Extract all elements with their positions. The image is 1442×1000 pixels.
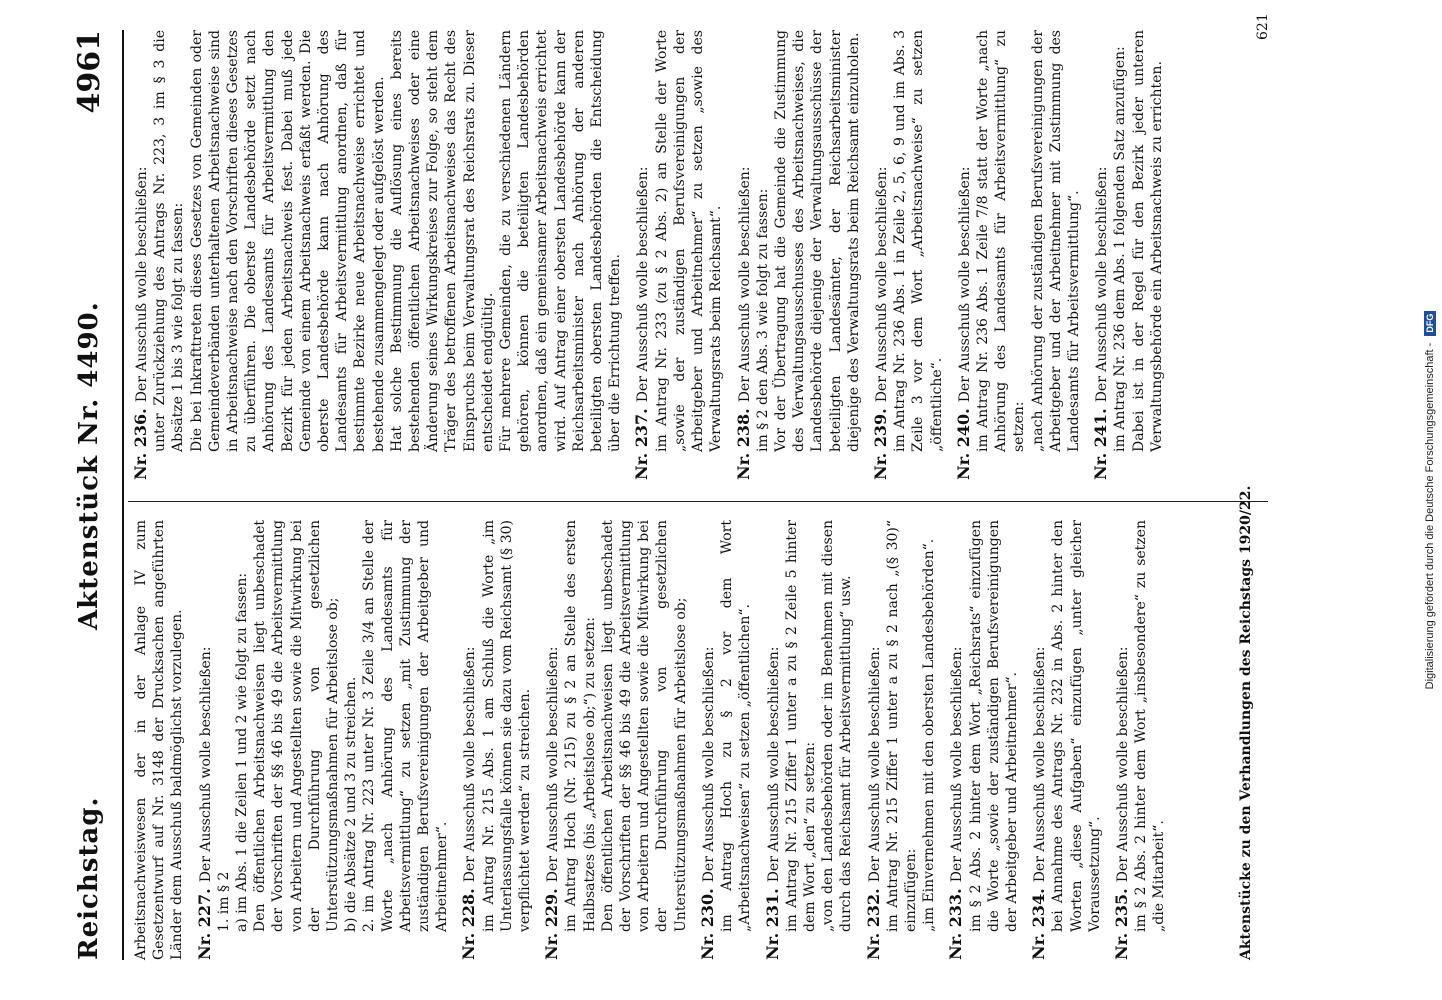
motion-text: Für mehrere Gemeinden, die zu verschiedenen Ländern gehören, können die beteiligten Landesbehörden anordnen, daß ein gemeinsamer Arbeitsnachweis errichtet wird. Auf Antrag einer obersten Landesbehörde kann der Reichsarbeitsminister nach Anhörung der anderen beteiligten obersten Landesbehörden die Entscheidung über die Errichtung treffen. [498,30,624,452]
motion-number: Nr. 241. [1091,408,1111,480]
motion-entry [764,520,856,960]
motion-heading [955,30,974,480]
digitization-text: Digitalisierung gefördert durch die Deutsche Forschungsgemeinschaft - [1424,342,1436,690]
header-page-number: 4961 [72,30,107,114]
motion-number: Nr. 239. [870,408,890,480]
header-title: Aktenstück Nr. 4490. [74,301,104,630]
motion-text: „im Einvernehmen mit den obersten Landesbehörden“. [921,538,938,932]
motion-text: im Antrag Nr. 233 (zu § 2 Abs. 2) an Stelle der Worte „sowie der zuständigen Berufsvereinigungen der Arbeitgeber und Arbeitnehmer“ zu setzen „sowie des Verwaltungsrats beim Reichsamt“. [653,30,725,452]
motion-lead: Der Ausschuß wolle beschließen: [1114,646,1131,883]
column-right [132,30,1175,480]
motion-entry [633,30,725,480]
motion-text: Den öffentlichen Arbeitsnachweisen liegt unbeschadet der Vorschriften der §§ 46 bis 49 die Arbeitsvermittlung von Arbeitern und Angestellten sowie die Mitwirkung bei der Durchführung von gesetzlichen Unterstützungsmaßnahmen für Arbeitslose ob; [252,520,342,932]
motion-lead: Der Ausschuß wolle beschließen: [949,646,966,883]
motion-entry [196,520,452,960]
motion-lead: Der Ausschuß wolle beschließen: [956,166,973,403]
column-left [132,520,1178,960]
motion-lead: Der Ausschuß wolle beschließen: [736,166,753,403]
motion-entry [955,30,1083,480]
motion-heading [633,30,652,480]
footer-note: Aktenstücke zu den Verhandlungen des Reichstags 1920/22. [1238,485,1254,960]
motion-lead: Der Ausschuß wolle beschließen: [635,166,652,403]
motion-text: im § 2 den Abs. 3 wie folgt zu fassen: [754,188,771,452]
motion-lead: Der Ausschuß wolle beschließen: [866,646,883,883]
page-header [66,30,124,960]
motion-lead: Der Ausschuß wolle beschließen: [197,646,214,883]
motion-text: im § 2 Abs. 2 hinter dem Wort „Reichsrats“ einzufügen die Worte „sowie der zuständigen Berufsvereinigungen der Arbeitgeber und Arbeitnehmer“. [967,520,1020,932]
motion-text: „von den Landesbehörden oder im Benehmen mit diesen durch das Reichsamt für Arbeitsvermittlung“ usw. [820,520,855,932]
column-divider [128,501,1268,502]
motion-entry [132,30,624,480]
motion-lead: Der Ausschuß wolle beschließen: [462,646,479,883]
motion-number: Nr. 233. [946,888,966,960]
motion-heading [543,520,562,960]
motion-heading [947,520,966,960]
motion-text: Den öffentlichen Arbeitsnachweisen liegt unbeschadet der Vorschriften der §§ 46 bis 49 die Arbeitsvermittlung von Arbeitern und Angestellten sowie die Mitwirkung bei der Durchführung von gesetzlichen Unterstützungsmaßnahmen für Arbeitslose ob; [599,520,689,932]
motion-lead: Der Ausschuß wolle beschließen: [765,646,782,883]
motion-text: a) im Abs. 1 die Zeilen 1 und 2 wie folgt zu fassen: [234,572,251,932]
motion-entry [132,520,187,960]
motion-text: unter Zurückziehung des Antrags Nr. 223, 3 im § 3 die Absätze 1 bis 3 wie folgt zu fassen: [152,30,187,452]
motion-lead: Der Ausschuß wolle beschließen: [134,166,150,403]
motion-heading [865,520,884,960]
motion-number: Nr. 228. [459,888,479,960]
motion-text: im Antrag Nr. 236 Abs. 1 in Zeile 2, 5, 6, 9 und im Abs. 3 Zeile 3 vor dem Wort „Arbeitsnachweise“ zu setzen „öffentliche“. [892,30,945,452]
motion-entry [735,30,863,480]
motion-text: im Antrag Hoch zu § 2 vor dem Wort „Arbeitsnachweisen“ zu setzen „öffentlichen“. [719,520,754,932]
motion-number: Nr. 235. [1111,888,1131,960]
motion-number: Nr. 230. [697,888,717,960]
motion-text: bei Annahme des Antrags Nr. 232 in Abs. 2 hinter den Worten „diese Aufgaben“ einzufügen „unter gleicher Voraussetzung“. [1050,520,1103,932]
motion-number: Nr. 237. [632,408,652,480]
motion-heading [132,30,151,480]
motion-heading [1092,30,1111,480]
motion-text: im Antrag Nr. 215 Ziffer 1 unter a zu § 2 nach „(§ 30)“ einzufügen: [884,520,919,932]
motion-lead: Der Ausschuß wolle beschließen: [700,646,717,883]
motion-heading [460,520,479,960]
motion-text: im Antrag Hoch (Nr. 215) zu § 2 an Stelle des ersten Halbsatzes (bis „Arbeitslose ob;“) zu setzen: [563,520,598,932]
motion-text: Vor der Übertragung hat die Gemeinde die Zustimmung des Verwaltungsausschusses des Arbeitsnachweises, die Landesbehörde diejenige der Verwaltungsausschüsse der beteiligten Landesämter, der Reichsarbeitsminister diejenige des Verwaltungsrats beim Reichsamt einzuholen. [772,30,862,452]
motion-heading [1030,520,1049,960]
motion-number: Nr. 234. [1029,888,1049,960]
motion-heading [1113,520,1132,960]
motion-text: 1. im § 2 [215,871,232,932]
motion-number: Nr. 238. [733,408,753,480]
header-left: Reichstag. [74,796,104,960]
motion-heading [699,520,718,960]
motion-text: im Antrag Nr. 215 Ziffer 1 unter a zu § 2 Zeile 5 hinter dem Wort „den“ zu setzen: [783,520,818,932]
motion-text: im Antrag Nr. 236 Abs. 1 Zeile 7/8 statt der Worte „nach Anhörung des Landesamts für Arbeitsvermittlung“ zu setzen: [974,30,1028,452]
motion-heading [764,520,783,960]
motion-lead: Der Ausschuß wolle beschließen: [873,166,890,403]
motion-text: im Antrag Nr. 236 dem Abs. 1 folgenden Satz anzufügen: [1112,46,1129,452]
motion-text: Dabei ist in der Regel für den Bezirk jeder unteren Verwaltungsbehörde ein Arbeitsnachweis zu errichten. [1130,30,1165,452]
digitization-note [1424,0,1442,1000]
motion-number: Nr. 236. [131,408,150,480]
motion-number: Nr. 227. [194,888,214,960]
motion-text: 2. im Antrag Nr. 223 unter Nr. 3 Zeile 3/4 an Stelle der Worte „nach Anhörung des Landesamts für Arbeitsvermittlung“ zu setzen „mit Zustimmung der zuständigen Berufsvereinigungen der Arbeitgeber und Arbeitnehmer“. [361,520,451,932]
motion-lead: Der Ausschuß wolle beschließen: [1032,646,1049,883]
motion-entry [872,30,946,480]
motion-heading [872,30,891,480]
motion-text: Hat solche Bestimmung die Auflösung eines bereits bestehenden öffentlichen Arbeitsnachweises oder eine Änderung seines Wirkungskreises zur Folge, so steht dem Träger des betroffenen Arbeitsnachweises das Recht des Einspruchs beim Verwaltungsrat des Reichsrats zu. Dieser entscheidet endgültig. [388,30,496,452]
motion-number: Nr. 232. [863,888,883,960]
motion-entry [947,520,1021,960]
motion-text: b) die Absätze 2 und 3 zu streichen. [343,676,360,932]
motion-text: im § 2 Abs. 2 hinter dem Wort „insbesondere“ zu setzen „die Mitarbeit“. [1133,520,1168,932]
sheet-number: 621 [1255,13,1271,40]
motion-text: Die bei Inkrafttreten dieses Gesetzes von Gemeinden oder Gemeindeverbänden unterhaltenen Arbeitsnachweise sind in Arbeitsnachweise nach den Vorschriften dieses Gesetzes zu überführen. Die oberste Landesbehörde setzt nach Anhörung des Landesamts für Arbeitsvermittlung den Bezirk für jeden Arbeitsnachweis fest. Dabei muß jede Gemeinde von einem Arbeitsnachweis erfaßt werden. Die oberste Landesbehörde kann nach Anhörung des Landesamts für Arbeitsvermittlung anordnen, daß für bestimmte Bezirke neue Arbeitsnachweise errichtet und bestehende zusammengelegt oder aufgelöst werden. [188,30,387,452]
motion-number: Nr. 231. [762,888,782,960]
motion-number: Nr. 229. [542,888,562,960]
motion-text: „nach Anhörung der zuständigen Berufsvereinigungen der Arbeitgeber und der Arbeitnehmer mit Zustimmung des Landesamts für Arbeitsvermittlung“. [1029,30,1082,452]
motion-lead: Der Ausschuß wolle beschließen: [1094,166,1111,403]
motion-entry [865,520,939,960]
dfg-logo: DFG [1424,311,1436,336]
motion-entry [699,520,755,960]
motion-entry [1113,520,1169,960]
motion-entry [1030,520,1104,960]
motion-text: Arbeitsnachweiswesen der in der Anlage IV zum Gesetzentwurf auf Nr. 3148 der Drucksachen angeführten Länder dem Ausschuß baldmöglichst vorzulegen. [133,520,186,960]
motion-entry [1092,30,1166,480]
motion-heading [735,30,754,480]
motion-lead: Der Ausschuß wolle beschließen: [545,646,562,883]
motion-entry [543,520,690,960]
motion-heading [196,520,215,960]
motion-text: im Antrag Nr. 215 Abs. 1 am Schluß die Worte „im Unterlassungsfalle können sie dazu vom Reichsamt (§ 30) verpflichtet werden“ zu streichen. [480,520,534,932]
motion-entry [460,520,534,960]
motion-number: Nr. 240. [953,408,973,480]
